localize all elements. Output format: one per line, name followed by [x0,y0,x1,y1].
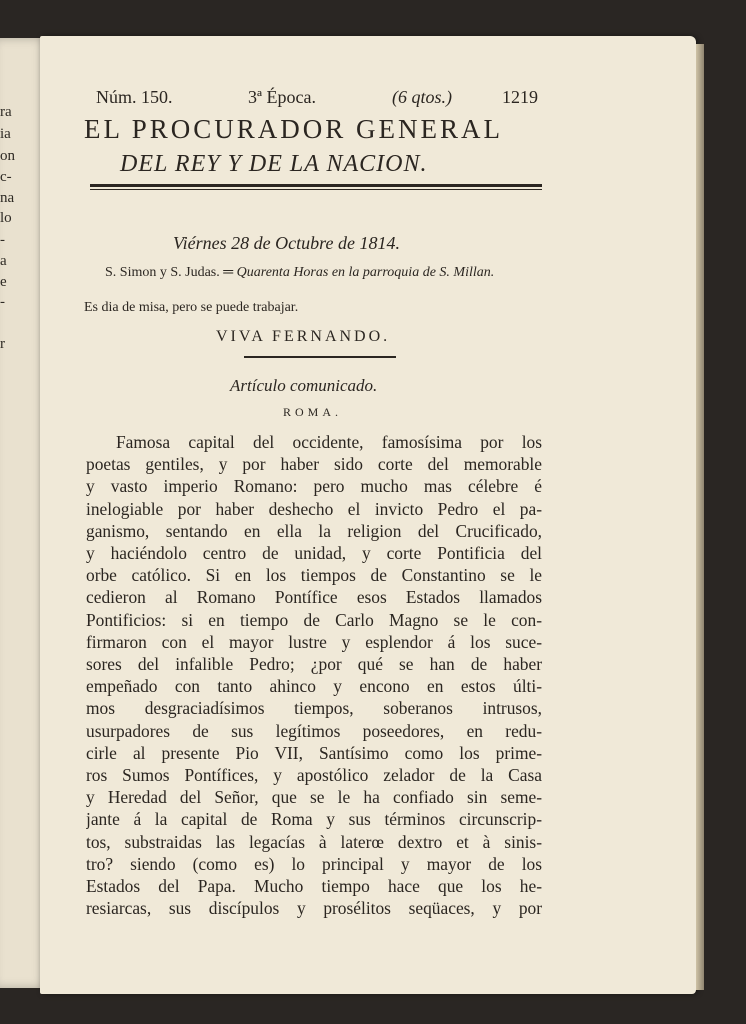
section-rule [244,356,396,358]
left-fragment: - [0,294,5,310]
body-line: y haciéndolo centro de unidad, y corte Pontificia del [86,543,542,564]
title-rule-thin [90,189,542,190]
body-line: tro? siendo (como es) lo principal y mayor de los [86,853,542,874]
issue-number: Núm. 150. [96,87,173,107]
body-line: sores del infalible Pedro; ¿por qué se han de haber [86,654,542,675]
body-line: usurpadores de sus legítimos poseedores, en redu- [86,720,542,741]
body-line: orbe católico. Si en los tiempos de Constantino se le [86,565,542,586]
body-line: cirle al presente Pio VII, Santísimo como los prime- [86,742,542,763]
viva-heading: VIVA FERNANDO. [216,328,391,345]
body-line: ganismo, sentando en ella la religion del Crucificado, [86,520,542,541]
epoch-label: 3ª Época. [248,87,316,107]
mass-note: Es dia de misa, pero se puede trabajar. [84,300,299,315]
page-edge [696,44,704,990]
newspaper-page [40,36,696,994]
title-rule [90,184,542,187]
body-line: poetas gentiles, y por haber sido corte del memorable [86,454,542,475]
saints-line [105,264,555,281]
quarters-label: (6 qtos.) [392,87,452,107]
body-line: firmaron con el mayor lustre y esplendor á los suce- [86,631,542,652]
body-line: Pontificios: si en tiempo de Carlo Magno se le con- [86,609,542,630]
page-number: 1219 [502,87,538,107]
body-line: inelogiable por haber deshecho el invicto Pedro el pa- [86,498,542,519]
left-fragment: na [0,190,15,206]
left-fragment: a [0,253,7,269]
body-line: y Heredad del Señor, que se le ha confiado sin seme- [86,787,542,808]
body-line: ros Sumos Pontífices, y apostólico zelador de la Casa [86,765,542,786]
left-fragment: ra [0,104,12,120]
body-line: empeñado con tanto ahinco y encono en estos últi- [86,676,542,697]
body-line: y vasto imperio Romano: pero mucho mas célebre é [86,476,542,497]
left-fragment: on [0,148,15,164]
left-fragment: ia [0,126,11,142]
saints-plain: S. Simon y S. Judas. ═ [105,265,237,280]
place-heading: ROMA. [283,405,343,419]
body-line: jante á la capital de Roma y sus términos circunscrip- [86,809,542,830]
body-line: tos, substraidas las legacías à laterœ dextro et à sinis- [86,831,542,852]
article-body [86,431,542,919]
article-heading: Artículo comunicado. [230,376,378,395]
body-line: Estados del Papa. Mucho tiempo hace que los he- [86,876,542,897]
body-line: resiarcas, sus discípulos y prosélitos seqüaces, y por [86,898,542,919]
body-line: Famosa capital del occidente, famosísima por los [116,432,542,452]
saints-italic: Quarenta Horas en la parroquia de S. Millan. [236,265,495,280]
issue-date: Viérnes 28 de Octubre de 1814. [173,233,400,253]
body-line: cedieron al Romano Pontífice esos Estados llamados [86,587,542,608]
left-fragment: - [0,232,5,248]
left-fragment: c- [0,169,12,185]
newspaper-subtitle: DEL REY Y DE LA NACION. [120,151,428,177]
left-fragment: r [0,336,5,352]
body-line: mos desgraciadísimos tiempos, soberanos intrusos, [86,698,542,719]
newspaper-title: EL PROCURADOR GENERAL [84,114,504,144]
left-fragment: e [0,274,7,290]
left-fragment: lo [0,210,12,226]
